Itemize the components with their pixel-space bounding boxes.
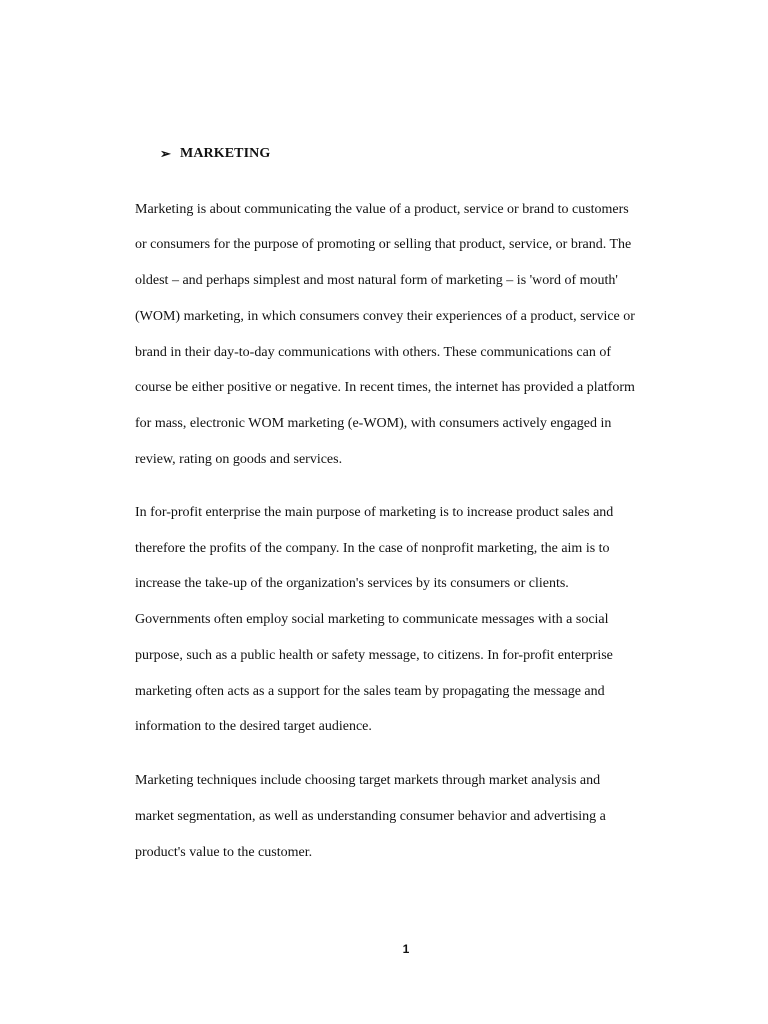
paragraph-1-line-4: (WOM) marketing, in which consumers convey their experiences of a product, service or — [135, 309, 635, 324]
paragraph-2-line-6: marketing often acts as a support for the sales team by propagating the message and — [135, 684, 605, 699]
page-number: 1 — [402, 942, 410, 956]
paragraph-1-line-7: for mass, electronic WOM marketing (e-WOM), with consumers actively engaged in — [135, 416, 612, 431]
paragraph-2-line-1: In for-profit enterprise the main purpose of marketing is to increase product sales and — [135, 505, 614, 520]
paragraph-1-line-6: course be either positive or negative. In recent times, the internet has provided a platform — [135, 380, 635, 395]
paragraph-2-line-7: information to the desired target audience. — [135, 719, 372, 734]
paragraph-1-line-2: or consumers for the purpose of promoting or selling that product, service, or brand. The — [135, 237, 632, 252]
paragraph-1-line-1: Marketing is about communicating the value of a product, service or brand to customers — [135, 202, 629, 217]
paragraph-2-line-3: increase the take-up of the organization's services by its consumers or clients. — [135, 576, 569, 591]
section-title: MARKETING — [180, 146, 271, 161]
paragraph-3-line-3: product's value to the customer. — [135, 845, 313, 860]
paragraph-2-line-5: purpose, such as a public health or safety message, to citizens. In for-profit enterprise — [135, 648, 613, 663]
paragraph-1-line-8: review, rating on goods and services. — [135, 452, 343, 467]
paragraph-3-line-2: market segmentation, as well as understanding consumer behavior and advertising a — [135, 809, 606, 824]
arrow-bullet-icon: ➢ — [160, 146, 171, 161]
paragraph-2-line-2: therefore the profits of the company. In the case of nonprofit marketing, the aim is to — [135, 541, 610, 556]
paragraph-1-line-5: brand in their day-to-day communications with others. These communications can of — [135, 345, 612, 360]
paragraph-3-line-1: Marketing techniques include choosing target markets through market analysis and — [135, 773, 601, 788]
paragraph-1-line-3: oldest – and perhaps simplest and most natural form of marketing – is 'word of mouth' — [135, 273, 618, 288]
section-heading — [160, 146, 270, 162]
paragraph-2-line-4: Governments often employ social marketing to communicate messages with a social — [135, 612, 609, 627]
